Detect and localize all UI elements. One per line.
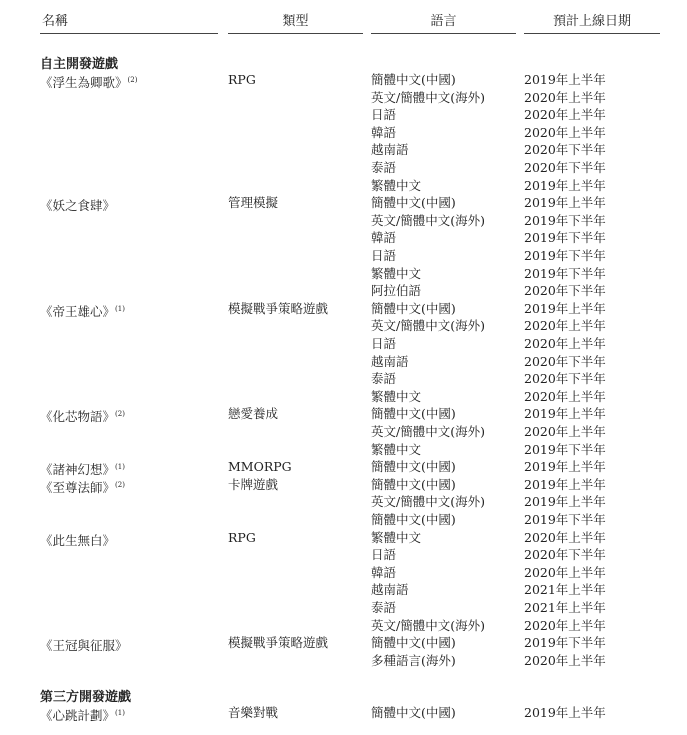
game-type: MMORPG [228,459,292,475]
table-row [0,493,687,511]
game-name: 《浮生為卿歌》$^{(2)}$ [40,75,138,90]
header-language: 語言 [371,10,516,34]
game-type: 卡牌遊戲 [228,476,279,492]
table-row [0,317,687,335]
game-language: 英文/簡體中文(海外) [371,89,485,105]
table-row [0,458,687,476]
launch-date: 2020年上半年 [524,336,606,351]
launch-date: 2020年上半年 [524,107,606,123]
table-row [0,704,687,722]
footnote-marker: (2) [127,76,138,84]
footnote-marker: (2) [115,480,125,489]
launch-date: 2020年下半年 [524,371,606,387]
game-language: 韓語 [371,564,397,580]
launch-date: 2020年下半年 [524,283,606,299]
launch-date: 2020年上半年 [524,529,606,545]
table-row [0,247,687,265]
launch-date: 2019年下半年 [524,230,606,246]
game-language: 越南語 [371,353,409,369]
table-row [0,300,687,318]
launch-date: 2019年上半年 [524,406,606,422]
launch-date: 2020年上半年 [524,318,606,334]
game-language: 日語 [371,248,397,263]
launch-date: 2020年上半年 [524,124,606,140]
launch-date: 2019年上半年 [524,72,606,87]
table-row [0,476,687,494]
launch-date: 2020年下半年 [524,160,606,175]
footnote-marker: (1) [115,304,125,313]
game-language: 簡體中文(中國) [371,195,456,211]
footnote-marker: (2) [115,410,125,419]
table-row [0,89,687,107]
table-row [0,141,687,159]
game-language: 英文/簡體中文(海外) [371,617,485,633]
game-type: 音樂對戰 [228,705,279,720]
table-row [0,370,687,388]
game-language: 英文/簡體中文(海外) [371,212,485,228]
launch-date: 2020年上半年 [524,652,606,668]
game-language: 繁體中文 [371,265,422,281]
game-name: 《諸神幻想》$^{(1)}$ [40,462,125,478]
table-row [0,124,687,142]
launch-date: 2019年上半年 [524,177,606,193]
table-row [0,441,687,459]
table-row [0,212,687,230]
table-row [0,159,687,177]
game-type: 模擬戰爭策略遊戲 [228,635,329,651]
table-row [0,282,687,300]
launch-date: 2021年上半年 [524,582,606,598]
game-language: 日語 [371,336,397,351]
launch-date: 2019年上半年 [524,476,606,492]
game-language: 簡體中文(中國) [371,705,456,720]
game-language: 英文/簡體中文(海外) [371,494,485,510]
game-language: 簡體中文(中國) [371,512,456,527]
game-language: 日語 [371,107,397,123]
game-language: 簡體中文(中國) [371,635,456,651]
table-row [0,106,687,124]
launch-date: 2019年下半年 [524,635,606,651]
game-language: 英文/簡體中文(海外) [371,318,485,334]
launch-date: 2020年上半年 [524,89,606,105]
header-type: 類型 [228,10,363,34]
table-row [0,599,687,617]
launch-date: 2020年上半年 [524,564,606,580]
launch-date: 2019年上半年 [524,494,606,510]
table-row [0,177,687,195]
game-language: 阿拉伯語 [371,283,422,299]
table-row [0,388,687,406]
table-row [0,335,687,353]
game-name: 《帝王雄心》$^{(1)}$ [40,303,125,319]
table-row [0,423,687,441]
header-date: 預計上線日期 [524,10,660,34]
game-name: 《王冠與征服》 [40,638,128,654]
game-language: 多種語言(海外) [371,652,456,668]
launch-date: 2019年上半年 [524,195,606,211]
game-language: 日語 [371,547,397,563]
table-row [0,265,687,283]
section-title: 自主開發遊戲 [40,57,119,72]
launch-date: 2019年上半年 [524,300,606,316]
game-language: 繁體中文 [371,177,422,193]
game-type: RPG [228,72,256,87]
launch-date: 2020年上半年 [524,388,606,404]
launch-date: 2019年上半年 [524,705,606,720]
game-language: 繁體中文 [371,388,422,404]
footnote-marker: (1) [115,463,125,472]
launch-date: 2019年下半年 [524,265,606,281]
table-row [0,353,687,371]
game-language: 簡體中文(中國) [371,300,456,316]
game-language: 泰語 [371,600,397,615]
game-language: 韓語 [371,124,397,140]
game-language: 簡體中文(中國) [371,476,456,492]
launch-date: 2019年上半年 [524,459,606,475]
game-name: 《妖之食肆》 [40,198,116,214]
table-row [0,617,687,635]
game-language: 繁體中文 [371,441,422,457]
launch-date: 2020年下半年 [524,547,606,563]
table-row [0,229,687,247]
game-language: 簡體中文(中國) [371,459,456,475]
game-type: 管理模擬 [228,195,279,211]
game-language: 泰語 [371,160,397,175]
game-language: 簡體中文(中國) [371,72,456,87]
game-language: 越南語 [371,582,409,598]
launch-date: 2019年下半年 [524,441,606,457]
game-language: 泰語 [371,371,397,387]
game-name: 《化芯物語》$^{(2)}$ [40,409,125,425]
table-row [0,529,687,547]
table-row [0,511,687,529]
game-language: 越南語 [371,142,409,158]
game-name: 《心跳計劃》$^{(1)}$ [40,708,125,723]
table-row [0,634,687,652]
launch-date: 2019年下半年 [524,248,606,263]
table-row [0,546,687,564]
game-name: 《至尊法師》$^{(2)}$ [40,479,125,495]
table-row [0,564,687,582]
game-language: 英文/簡體中文(海外) [371,424,485,439]
table-row [0,194,687,212]
game-language: 韓語 [371,230,397,246]
game-name: 《此生無白》 [40,532,116,548]
launch-date: 2021年上半年 [524,600,606,615]
table-row [0,71,687,89]
launch-date: 2020年下半年 [524,142,606,158]
table-row [0,405,687,423]
game-language: 簡體中文(中國) [371,406,456,422]
game-type: RPG [228,529,256,545]
launch-date: 2019年下半年 [524,212,606,228]
header-name: 名稱 [40,10,218,34]
launch-date: 2020年下半年 [524,353,606,369]
launch-date: 2019年下半年 [524,512,606,527]
table-row [0,581,687,599]
game-type: 模擬戰爭策略遊戲 [228,300,329,316]
game-language: 繁體中文 [371,529,422,545]
section-title: 第三方開發遊戲 [40,690,132,705]
launch-date: 2020年上半年 [524,617,606,633]
table-row [0,652,687,670]
game-type: 戀愛養成 [228,406,279,422]
launch-date: 2020年上半年 [524,424,606,439]
footnote-marker: (1) [115,709,125,717]
